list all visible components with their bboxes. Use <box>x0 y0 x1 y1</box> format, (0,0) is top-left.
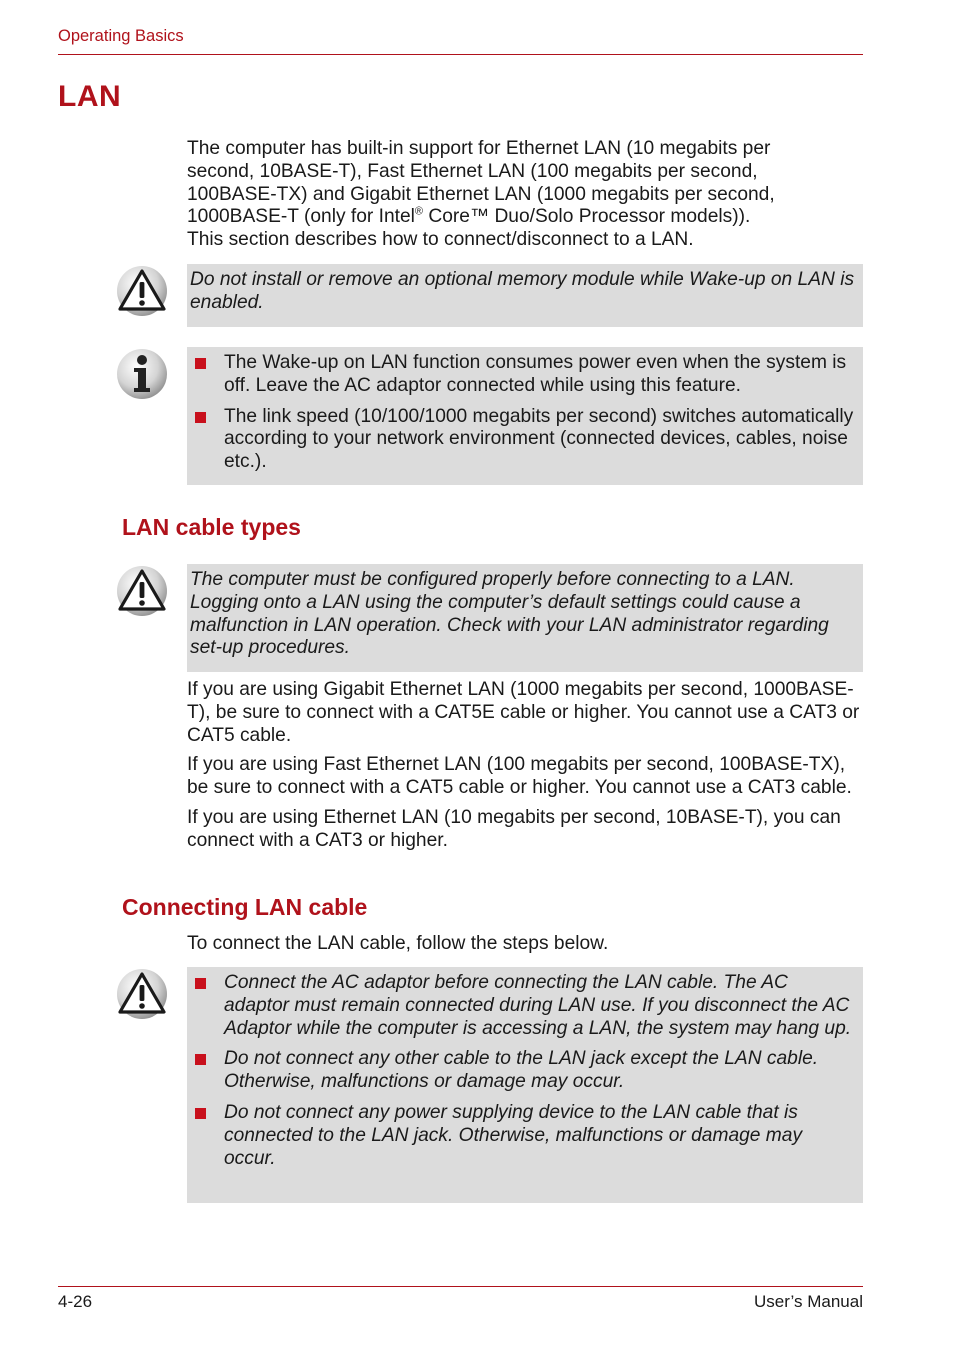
intro-line: 100BASE-TX) and Gigabit Ethernet LAN (1000 megabits per second, <box>187 183 775 205</box>
connecting-intro: To connect the LAN cable, follow the steps below. <box>187 933 609 954</box>
cable-types-paragraphs <box>187 679 867 853</box>
manual-title: User’s Manual <box>754 1292 863 1311</box>
bullet-square-icon <box>195 1108 206 1119</box>
list-item <box>190 352 857 398</box>
bullet-square-icon <box>195 412 206 423</box>
page-title: LAN <box>58 80 122 113</box>
list-item <box>190 1102 857 1170</box>
caution-triangle-icon <box>115 564 169 618</box>
info-icon <box>115 347 169 401</box>
list-item <box>190 406 857 474</box>
caution-box <box>187 967 863 1203</box>
list-item-text: Connect the AC adaptor before connecting the LAN cable. The AC adaptor must remain connected during LAN use. If you disconnect the AC Adaptor while the computer is accessing a LAN, the system may hang up. <box>224 972 852 1039</box>
list-item-text: Do not connect any power supplying device to the LAN cable that is connected to the LAN jack. Otherwise, malfunctions or damage may occur. <box>224 1101 803 1169</box>
intro-line: This section describes how to connect/disconnect to a LAN. <box>187 229 694 251</box>
page-number: 4-26 <box>58 1292 93 1311</box>
caution-text: The computer must be configured properly before connecting to a LAN. Logging onto a LAN using the computer’s default settings could cause a malfunction in LAN operation. Check with your LAN administrator regarding set-up procedures. <box>190 569 829 659</box>
bullet-square-icon <box>195 358 206 369</box>
note-box <box>187 347 863 485</box>
intro-line: The computer has built-in support for Ethernet LAN (10 megabits per <box>187 138 771 159</box>
paragraph: If you are using Fast Ethernet LAN (100 megabits per second, 100BASE-TX), be sure to connect with a CAT5 cable or higher. You cannot use a CAT3 cable. <box>187 754 852 799</box>
registered-mark: ® <box>414 206 423 218</box>
bullet-square-icon <box>195 978 206 989</box>
list-item-text: The link speed (10/100/1000 megabits per second) switches automatically according to your network environment (connected devices, cables, noise etc.). <box>224 405 854 473</box>
intro-line: second, 10BASE-T), Fast Ethernet LAN (100 megabits per second, <box>187 160 758 182</box>
section-heading-connecting: Connecting LAN cable <box>122 894 368 920</box>
caution-triangle-icon <box>115 264 169 318</box>
bullet-square-icon <box>195 1054 206 1065</box>
list-item <box>190 1048 857 1094</box>
list-item-text: Do not connect any other cable to the LAN jack except the LAN cable. Otherwise, malfunctions or damage may occur. <box>224 1048 819 1093</box>
footer-rule <box>58 1286 863 1287</box>
caution-text: Do not install or remove an optional memory module while Wake-up on LAN is enabled. <box>190 269 855 313</box>
intro-text: 1000BASE-T (only for Intel <box>187 206 415 228</box>
header-rule <box>58 54 863 55</box>
caution-triangle-icon <box>115 967 169 1021</box>
caution-box <box>187 564 863 672</box>
paragraph: If you are using Gigabit Ethernet LAN (1000 megabits per second, 1000BASE-T), be sure to connect with a CAT5E cable or higher. You cannot use a CAT3 or CAT5 cable. <box>187 679 860 746</box>
section-heading-cable-types: LAN cable types <box>122 514 301 540</box>
intro-line <box>187 206 867 229</box>
list-item <box>190 972 857 1040</box>
list-item-text: The Wake-up on LAN function consumes power even when the system is off. Leave the AC adaptor connected while using this feature. <box>224 352 847 396</box>
running-header: Operating Basics <box>58 27 184 45</box>
intro-paragraph <box>187 138 867 252</box>
intro-text: Core™ Duo/Solo Processor models)). <box>423 206 751 228</box>
caution-box <box>187 264 863 327</box>
paragraph: If you are using Ethernet LAN (10 megabits per second, 10BASE-T), you can connect with a CAT3 or higher. <box>187 806 841 851</box>
